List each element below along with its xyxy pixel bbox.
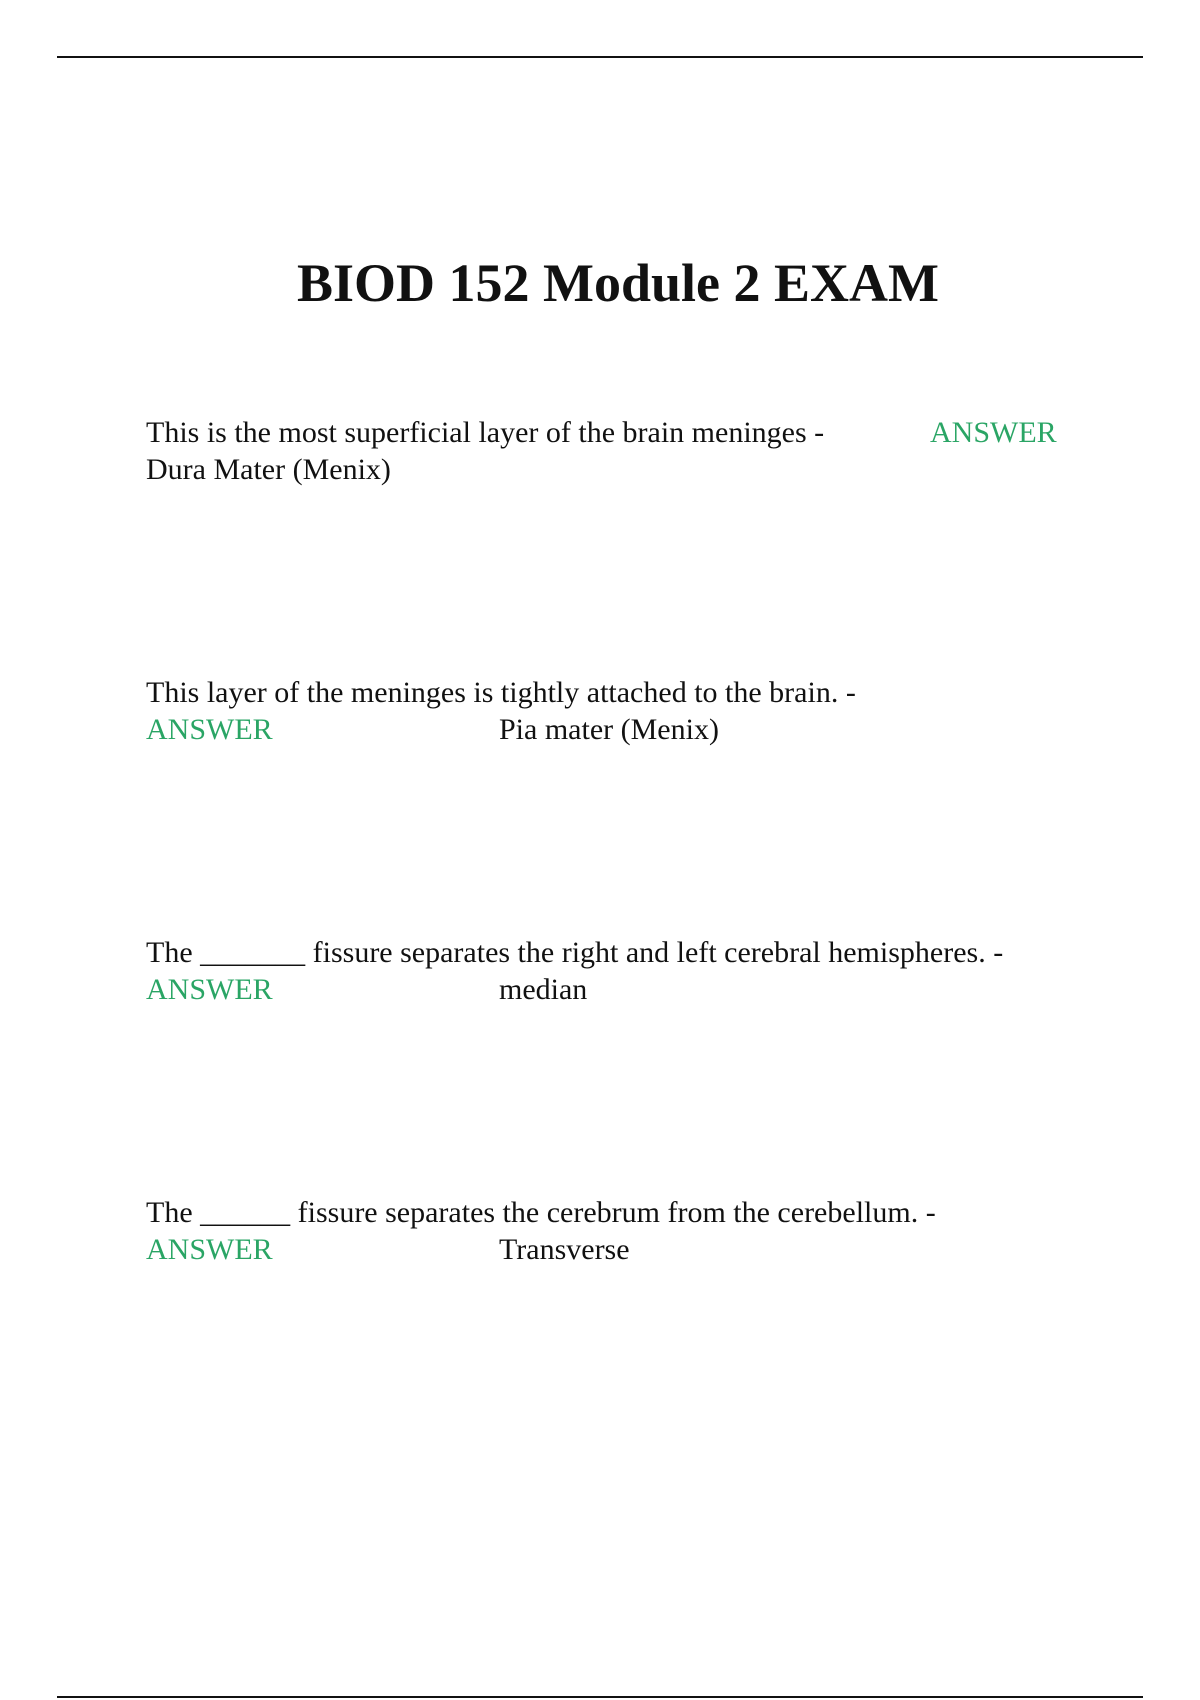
answer-text: Dura Mater (Menix) bbox=[146, 453, 391, 486]
question-text: The _______ fissure separates the right and left cerebral hemispheres. - bbox=[146, 936, 1004, 969]
answer-text: median bbox=[499, 973, 588, 1006]
answer-text: Pia mater (Menix) bbox=[499, 713, 719, 746]
question-text: This layer of the meninges is tightly attached to the brain. - bbox=[146, 676, 856, 709]
answer-label: ANSWER bbox=[146, 973, 273, 1006]
answer-label: ANSWER bbox=[146, 1233, 273, 1266]
top-rule bbox=[57, 56, 1143, 58]
question-text: This is the most superficial layer of the brain meninges - bbox=[146, 416, 825, 449]
qa-item bbox=[146, 414, 1076, 494]
page-title: BIOD 152 Module 2 EXAM bbox=[296, 253, 939, 313]
answer-label: ANSWER bbox=[146, 713, 273, 746]
qa-item bbox=[146, 674, 1076, 754]
question-text: The ______ fissure separates the cerebrum from the cerebellum. - bbox=[146, 1196, 936, 1229]
answer-text: Transverse bbox=[499, 1233, 630, 1266]
answer-label: ANSWER bbox=[930, 416, 1057, 449]
qa-item bbox=[146, 1194, 1076, 1274]
qa-item bbox=[146, 934, 1076, 1014]
bottom-rule bbox=[57, 1696, 1143, 1698]
